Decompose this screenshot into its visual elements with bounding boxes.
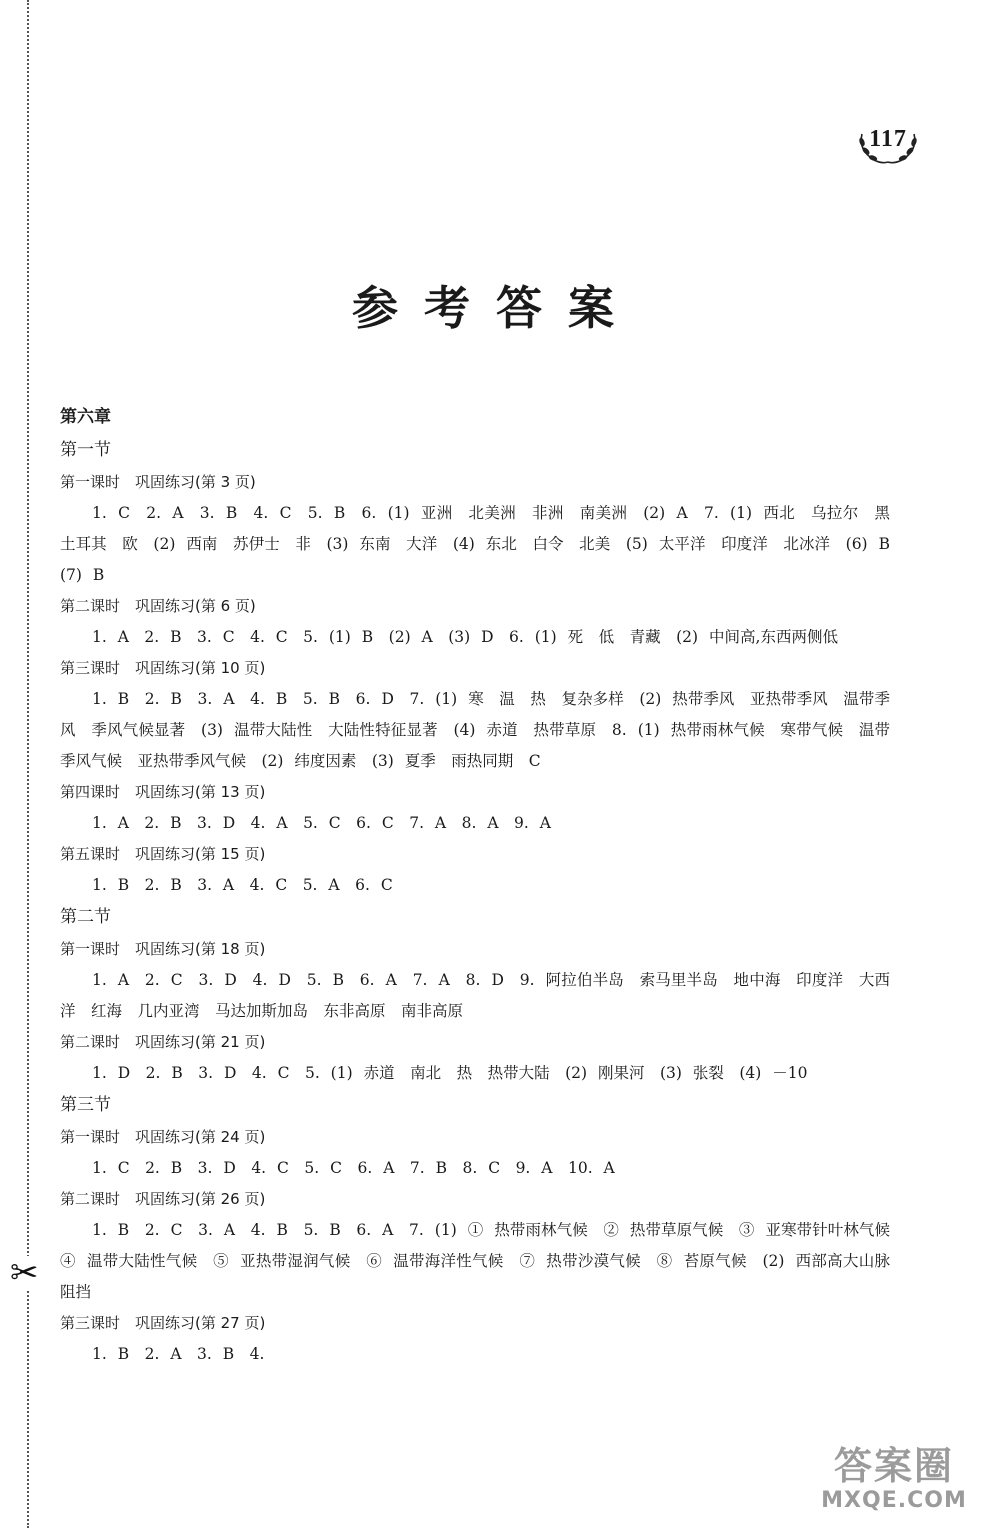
lesson-answers: 1. A 2. B 3. C 4. C 5. (1) B (2) A (3) D 6. (1) 死 低 青藏 (2) 中间高,东西两侧低: [92, 628, 838, 646]
lesson-answers: 1. B 2. B 3. A 4. C 5. A 6. C: [92, 876, 393, 894]
lesson-label: 第四课时 巩固练习(第 13 页): [60, 783, 266, 801]
section-heading: 第一节: [60, 440, 111, 460]
lesson-label: 第五课时 巩固练习(第 15 页): [60, 845, 266, 863]
watermark-text: 答案圈: [833, 1444, 954, 1488]
page-title: 参考答案: [352, 281, 640, 335]
page-number-badge: [852, 120, 924, 168]
lesson-label: 第二课时 巩固练习(第 6 页): [60, 597, 256, 615]
section-heading: 第三节: [60, 1095, 111, 1115]
lesson-label: 第一课时 巩固练习(第 3 页): [60, 473, 256, 491]
lesson-answers: 1. B 2. C 3. A 4. B 5. B 6. A 7. (1) ① 热带雨林气候 ② 热带草原气候 ③ 亚寒带针叶林气候 ④ 温带大陆性气候 ⑤ 亚热带湿润气候 ⑥ 温带海洋性气候 ⑦ 热带沙漠气候 ⑧ 苔原气候 (2) 西部高大山脉阻挡: [60, 1221, 906, 1301]
lesson-label: 第三课时 巩固练习(第 27 页): [60, 1314, 266, 1332]
cut-line: [27, 0, 29, 1528]
lesson-answers: 1. A 2. B 3. D 4. A 5. C 6. C 7. A 8. A 9. A: [92, 814, 551, 832]
section-heading: 第二节: [60, 907, 111, 927]
scissors-icon: ✂: [10, 1253, 39, 1293]
lesson-label: 第二课时 巩固练习(第 21 页): [60, 1033, 266, 1051]
watermark-url: MXQE.COM: [821, 1488, 967, 1513]
lesson-answers: 1. C 2. A 3. B 4. C 5. B 6. (1) 亚洲 北美洲 非洲 南美洲 (2) A 7. (1) 西北 乌拉尔 黑 土耳其 欧 (2) 西南 苏伊士 非 (3) 东南 大洋 (4) 东北 白令 北美 (5) 太平洋 印度洋 北冰洋 (6) B (7) B: [60, 504, 906, 584]
lesson-answers: 1. B 2. A 3. B 4.: [92, 1345, 265, 1363]
lesson-label: 第二课时 巩固练习(第 26 页): [60, 1190, 266, 1208]
lesson-answers: 1. C 2. B 3. D 4. C 5. C 6. A 7. B 8. C 9. A 10. A: [92, 1159, 615, 1177]
lesson-label: 第一课时 巩固练习(第 18 页): [60, 940, 266, 958]
answer-content: [60, 400, 906, 1370]
lesson-label: 第一课时 巩固练习(第 24 页): [60, 1128, 266, 1146]
chapter-heading: 第六章: [60, 407, 111, 427]
lesson-answers: 1. D 2. B 3. D 4. C 5. (1) 赤道 南北 热 热带大陆 (2) 刚果河 (3) 张裂 (4) －10: [92, 1064, 808, 1082]
page-number: 117: [869, 126, 907, 152]
lesson-answers: 1. A 2. C 3. D 4. D 5. B 6. A 7. A 8. D 9. 阿拉伯半岛 索马里半岛 地中海 印度洋 大西洋 红海 几内亚湾 马达加斯加岛 东非高原 南非高原: [60, 971, 890, 1020]
lesson-label: 第三课时 巩固练习(第 10 页): [60, 659, 266, 677]
lesson-answers: 1. B 2. B 3. A 4. B 5. B 6. D 7. (1) 寒 温 热 复杂多样 (2) 热带季风 亚热带季风 温带季风 季风气候显著 (3) 温带大陆性 大陆性特征显著 (4) 赤道 热带草原 8. (1) 热带雨林气候 寒带气候 温带季风气候 亚热带季风气候 (2) 纬度因素 (3) 夏季 雨热同期 C: [60, 690, 890, 770]
watermark: [810, 1444, 978, 1514]
